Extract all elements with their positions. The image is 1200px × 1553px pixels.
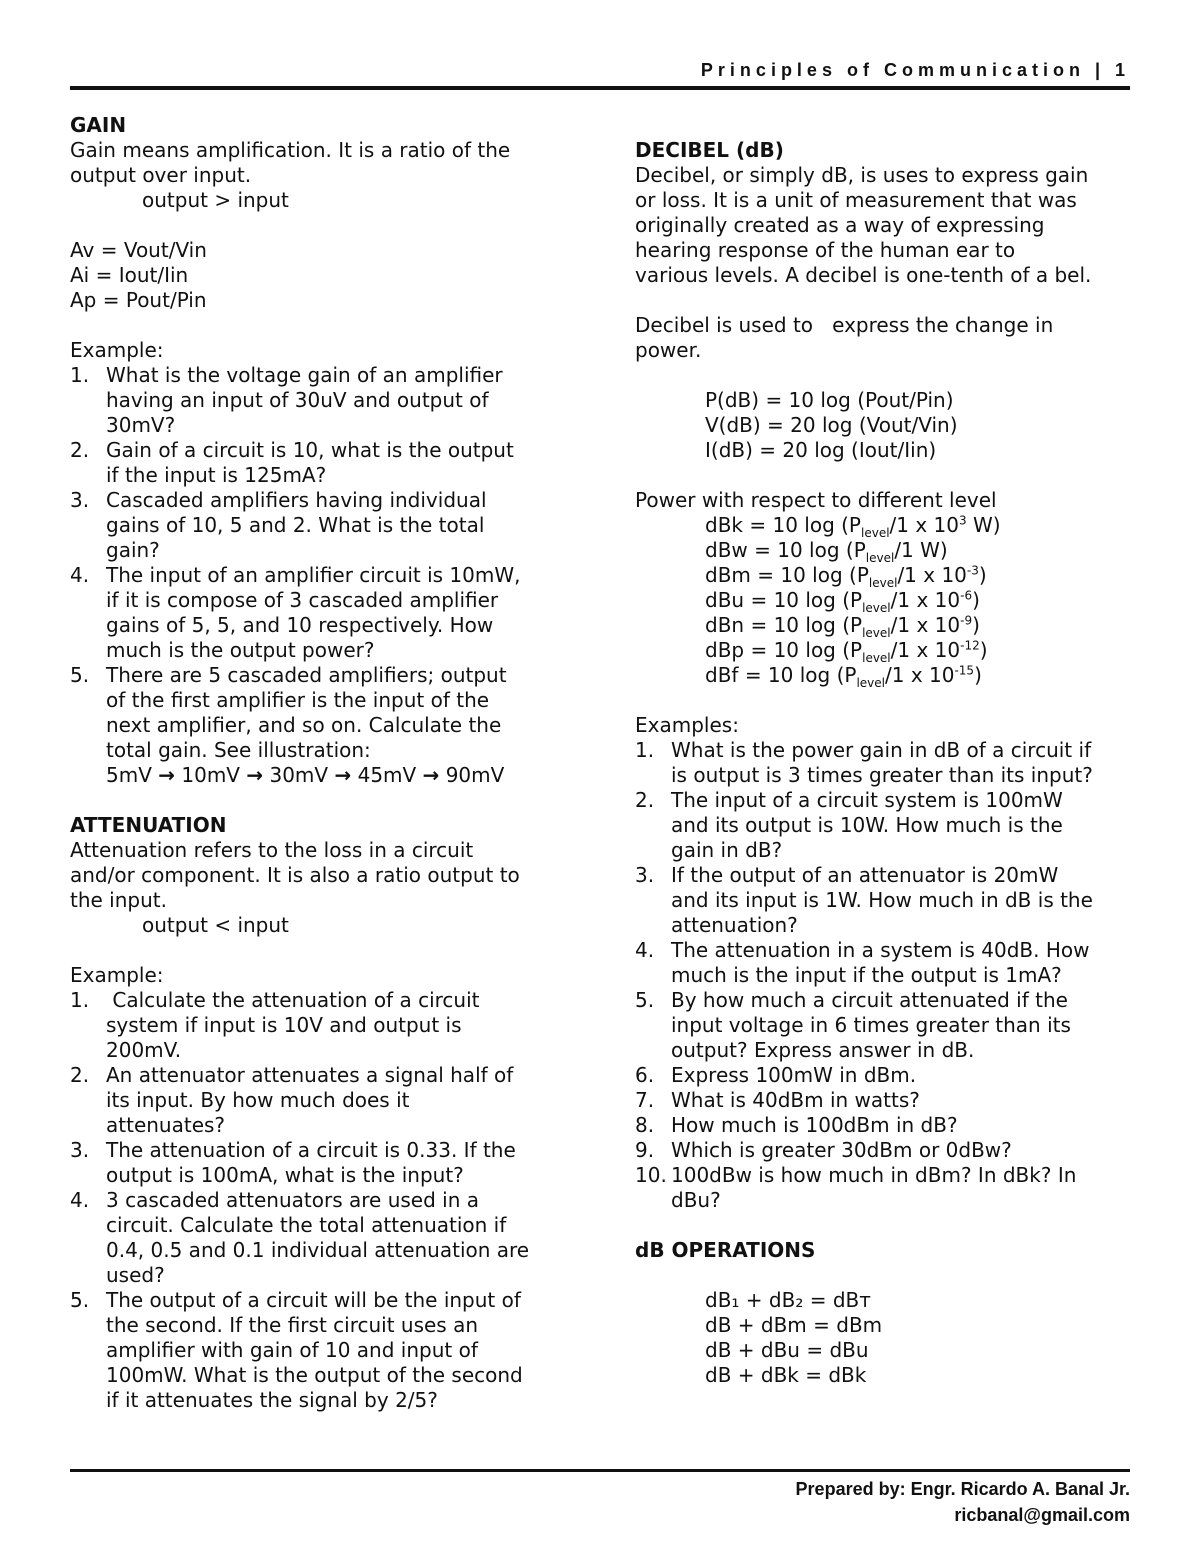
level-sup: -3 [966, 563, 979, 578]
list-number: 4. [70, 1188, 90, 1212]
gain-heading: GAIN [70, 113, 127, 137]
list-item [635, 938, 1135, 988]
level-end: W) [966, 513, 1001, 537]
list-item-line: of the first amplifier is the input of the [106, 688, 490, 712]
list-item-line: 3 cascaded attenuators are used in a [106, 1188, 479, 1212]
list-item [70, 1063, 570, 1138]
list-item-line: output? Express answer in dB. [671, 1038, 975, 1062]
list-item [70, 1138, 570, 1188]
level-lhs: dBw = 10 log (P [705, 538, 866, 562]
list-item-line: and its input is 1W. How much in dB is the [671, 888, 1093, 912]
header-title: Principles of Communication | 1 [700, 60, 1130, 80]
level-formula [635, 563, 1135, 588]
list-item-line: Cascaded amplifiers having individual [106, 488, 487, 512]
level-sub: level [862, 626, 891, 640]
gain-formula: Ap = Pout/Pin [70, 288, 207, 312]
list-item-line: dBu? [671, 1188, 721, 1212]
list-item-line: much is the input if the output is 1mA? [671, 963, 1062, 987]
list-item-line: The attenuation in a system is 40dB. How [671, 938, 1090, 962]
gain-formula: Av = Vout/Vin [70, 238, 207, 262]
chain-value: 90mV [445, 763, 505, 787]
list-number: 5. [635, 988, 655, 1012]
level-end: ) [972, 613, 980, 637]
list-number: 1. [635, 738, 655, 762]
level-sub: level [861, 526, 890, 540]
list-item-line: There are 5 cascaded amplifiers; output [106, 663, 507, 687]
list-item [635, 1063, 1135, 1088]
decibel-def-line: originally created as a way of expressing [635, 213, 1045, 237]
list-number: 2. [70, 438, 90, 462]
list-item [70, 438, 570, 488]
list-item-line: and its output is 10W. How much is the [671, 813, 1063, 837]
level-sub: level [856, 676, 885, 690]
list-item-line: 0.4, 0.5 and 0.1 individual attenuation are [106, 1238, 530, 1262]
level-lhs: dBm = 10 log (P [705, 563, 869, 587]
list-item-line: What is 40dBm in watts? [671, 1088, 920, 1112]
attenuation-example-label: Example: [70, 963, 164, 987]
list-item-line: 200mV. [106, 1038, 182, 1062]
list-item-line: if the input is 125mA? [106, 463, 327, 487]
list-item-line: gains of 5, 5, and 10 respectively. How [106, 613, 494, 637]
decibel-use-line: Decibel is used to express the change in [635, 313, 1054, 337]
list-item-line: What is the power gain in dB of a circuit if [671, 738, 1092, 762]
gain-def-line: output over input. [70, 163, 252, 187]
level-mid: /1 x 10 [890, 638, 961, 662]
attenuation-def-line: and/or component. It is also a ratio output to [70, 863, 520, 887]
attenuation-relation: output < input [142, 913, 289, 937]
list-item [635, 738, 1135, 788]
level-sub: level [862, 651, 891, 665]
list-item-line: is output is 3 times greater than its input? [671, 763, 1093, 787]
list-number: 6. [635, 1063, 655, 1087]
list-number: 7. [635, 1088, 655, 1112]
operations-heading: dB OPERATIONS [635, 1238, 816, 1262]
attenuation-example-list [70, 988, 570, 1413]
level-formula [635, 663, 1135, 688]
level-lhs: dBf = 10 log (P [705, 663, 857, 687]
gain-example-list [70, 363, 570, 763]
list-item [70, 663, 570, 763]
list-item [70, 1188, 570, 1288]
decibel-formula: P(dB) = 10 log (Pout/Pin) [705, 388, 954, 412]
list-item [635, 863, 1135, 938]
level-sup: 3 [959, 513, 967, 528]
level-mid: /1 x 10 [890, 588, 961, 612]
list-item-line: The attenuation of a circuit is 0.33. If the [106, 1138, 516, 1162]
list-item-line: Calculate the attenuation of a circuit [106, 988, 480, 1012]
list-item-line: Gain of a circuit is 10, what is the output [106, 438, 514, 462]
list-item-line: attenuation? [671, 913, 798, 937]
list-item-line: amplifier with gain of 10 and input of [106, 1338, 478, 1362]
chain-value: 10mV [181, 763, 240, 787]
decibel-def-line: Decibel, or simply dB, is uses to express gain [635, 163, 1089, 187]
list-number: 4. [70, 563, 90, 587]
level-formula [635, 513, 1135, 538]
list-item-line: The output of a circuit will be the input of [106, 1288, 521, 1312]
attenuation-heading: ATTENUATION [70, 813, 227, 837]
list-item-line: The input of an amplifier circuit is 10mW, [106, 563, 521, 587]
list-item [70, 563, 570, 663]
chain-value: 5mV [106, 763, 152, 787]
list-number: 10. [635, 1163, 667, 1187]
list-item-line: output is 100mA, what is the input? [106, 1163, 464, 1187]
list-item-line: What is the voltage gain of an amplifier [106, 363, 503, 387]
list-item-line: How much is 100dBm in dB? [671, 1113, 958, 1137]
attenuation-def-line: the input. [70, 888, 167, 912]
levels-label: Power with respect to different level [635, 488, 997, 512]
list-number: 5. [70, 1288, 90, 1312]
list-item-line: circuit. Calculate the total attenuation if [106, 1213, 507, 1237]
level-formula [635, 638, 1135, 663]
author-email: ricbanal@gmail.com [954, 1505, 1130, 1525]
operation-line: dB + dBu = dBu [705, 1338, 869, 1362]
list-item [70, 488, 570, 563]
list-item [70, 363, 570, 438]
level-end: ) [979, 638, 988, 662]
level-formula [635, 613, 1135, 638]
gain-chain [70, 763, 570, 788]
chain-value: 45mV [357, 763, 417, 787]
list-item-line: attenuates? [106, 1113, 226, 1137]
list-item-line: Which is greater 30dBm or 0dBw? [671, 1138, 1012, 1162]
level-sup: -9 [960, 613, 973, 628]
page-header [70, 58, 1130, 90]
decibel-examples-label: Examples: [635, 713, 739, 737]
list-item-line: having an input of 30uV and output of [106, 388, 489, 412]
level-sup: -15 [954, 663, 975, 678]
list-item-line: If the output of an attenuator is 20mW [671, 863, 1059, 887]
list-item-line: The input of a circuit system is 100mW [671, 788, 1063, 812]
operation-line: dB₁ + dB₂ = dBᴛ [705, 1288, 871, 1312]
list-item-line: An attenuator attenuates a signal half of [106, 1063, 514, 1087]
footer-rule [70, 1469, 1130, 1472]
list-number: 8. [635, 1113, 655, 1137]
list-number: 4. [635, 938, 655, 962]
level-mid: /1 W) [894, 538, 948, 562]
level-sup: -12 [960, 638, 980, 653]
list-item-line: By how much a circuit attenuated if the [671, 988, 1068, 1012]
level-formula [635, 588, 1135, 613]
level-mid: /1 x 10 [889, 513, 960, 537]
level-mid: /1 x 10 [885, 663, 955, 687]
level-mid: /1 x 10 [890, 613, 961, 637]
operation-line: dB + dBm = dBm [705, 1313, 883, 1337]
level-lhs: dBn = 10 log (P [705, 613, 863, 637]
list-item [70, 1288, 570, 1413]
level-end: ) [978, 563, 987, 587]
list-number: 1. [70, 988, 90, 1012]
level-formula [635, 538, 1135, 563]
operation-line: dB + dBk = dBk [705, 1363, 867, 1387]
decibel-def-line: hearing response of the human ear to [635, 238, 1016, 262]
decibel-def-line: or loss. It is a unit of measurement that was [635, 188, 1077, 212]
list-number: 5. [70, 663, 90, 687]
list-item-line: much is the output power? [106, 638, 375, 662]
level-mid: /1 x 10 [897, 563, 967, 587]
list-item [635, 788, 1135, 863]
right-column [635, 138, 1135, 1388]
level-lhs: dBu = 10 log (P [705, 588, 863, 612]
arrow-right-icon: → [158, 763, 176, 787]
decibel-use-line: power. [635, 338, 702, 362]
list-item-line: gain in dB? [671, 838, 783, 862]
gain-relation: output > input [142, 188, 289, 212]
list-number: 3. [70, 488, 90, 512]
level-end: ) [974, 663, 982, 687]
level-lhs: dBp = 10 log (P [705, 638, 863, 662]
level-sub: level [862, 601, 891, 615]
list-item [635, 1088, 1135, 1113]
list-item [635, 988, 1135, 1063]
list-item-line: its input. By how much does it [106, 1088, 410, 1112]
list-item [635, 1138, 1135, 1163]
levels-list [635, 513, 1135, 688]
list-item [635, 1163, 1135, 1213]
list-item-line: next amplifier, and so on. Calculate the [106, 713, 502, 737]
list-item-line: input voltage in 6 times greater than its [671, 1013, 1071, 1037]
arrow-right-icon: → [246, 763, 264, 787]
gain-def-line: Gain means amplification. It is a ratio of the [70, 138, 511, 162]
decibel-def-line: various levels. A decibel is one-tenth of a bel. [635, 263, 1092, 287]
level-end: ) [972, 588, 980, 612]
level-lhs: dBk = 10 log (P [705, 513, 861, 537]
gain-example-label: Example: [70, 338, 164, 362]
decibel-formula: V(dB) = 20 log (Vout/Vin) [705, 413, 958, 437]
list-item-line: if it is compose of 3 cascaded amplifier [106, 588, 499, 612]
list-item-line: gain? [106, 538, 160, 562]
attenuation-def-line: Attenuation refers to the loss in a circuit [70, 838, 474, 862]
list-item-line: 30mV? [106, 413, 176, 437]
level-sub: level [868, 576, 898, 590]
decibel-heading: DECIBEL (dB) [635, 138, 784, 162]
list-number: 1. [70, 363, 90, 387]
list-item-line: used? [106, 1263, 165, 1287]
list-number: 2. [70, 1063, 90, 1087]
list-item-line: if it attenuates the signal by 2/5? [106, 1388, 438, 1412]
list-item [635, 1113, 1135, 1138]
list-number: 9. [635, 1138, 655, 1162]
chain-value: 30mV [269, 763, 329, 787]
list-item-line: 100mW. What is the output of the second [106, 1363, 523, 1387]
list-number: 2. [635, 788, 655, 812]
list-item [70, 988, 570, 1063]
list-item-line: system if input is 10V and output is [106, 1013, 462, 1037]
arrow-right-icon: → [334, 763, 352, 787]
footer [796, 1476, 1130, 1528]
list-number: 3. [70, 1138, 90, 1162]
list-item-line: total gain. See illustration: [106, 738, 371, 762]
left-column [70, 113, 570, 1413]
arrow-right-icon: → [422, 763, 440, 787]
level-sup: -6 [960, 588, 973, 603]
list-item-line: Express 100mW in dBm. [671, 1063, 917, 1087]
list-item-line: gains of 10, 5 and 2. What is the total [106, 513, 485, 537]
level-sub: level [865, 551, 895, 565]
prepared-by: Prepared by: Engr. Ricardo A. Banal Jr. [795, 1479, 1130, 1499]
list-item-line: 100dBw is how much in dBm? In dBk? In [671, 1163, 1077, 1187]
decibel-example-list [635, 738, 1135, 1213]
list-number: 3. [635, 863, 655, 887]
decibel-formula: I(dB) = 20 log (Iout/Iin) [705, 438, 937, 462]
gain-formula: Ai = Iout/Iin [70, 263, 189, 287]
list-item-line: the second. If the first circuit uses an [106, 1313, 479, 1337]
